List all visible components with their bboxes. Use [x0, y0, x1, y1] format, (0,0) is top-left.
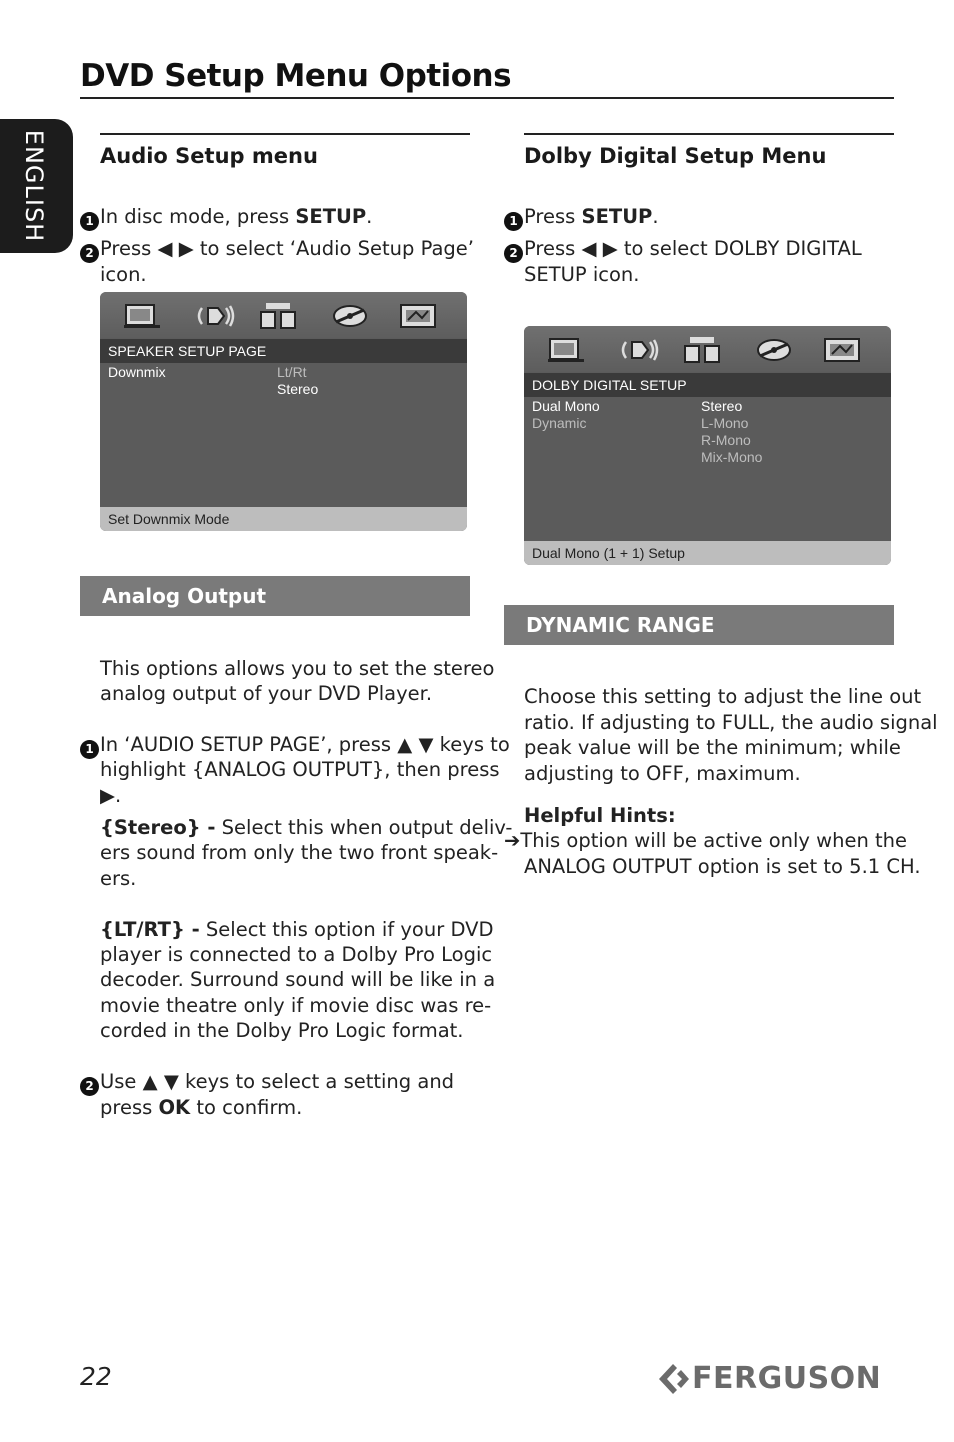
- language-tab: [0, 119, 73, 253]
- step-number-1: 1: [80, 740, 99, 759]
- analog-intro-1: This options allows you to set the stereo: [100, 657, 495, 680]
- osd-option-stereo[interactable]: Stereo: [701, 398, 743, 414]
- analog-step-1-line-2: highlight {ANALOG OUTPUT}, then press: [100, 758, 500, 781]
- stereo-desc-line-3: ers.: [100, 867, 137, 890]
- osd-item-dual-mono[interactable]: Dual Mono: [532, 398, 600, 414]
- dynamic-body-4: adjusting to OFF, maximum.: [524, 762, 801, 785]
- video-setup-icon: [754, 336, 794, 364]
- dolby-setup-heading: Dolby Digital Setup Menu: [524, 144, 827, 168]
- audio-setup-heading: Audio Setup menu: [100, 144, 318, 168]
- language-tab-label: ENGLISH: [20, 129, 48, 243]
- dolby-step-1: 1 Press SETUP.: [504, 204, 659, 231]
- osd-page-bar: DOLBY DIGITAL SETUP: [524, 373, 891, 397]
- audio-setup-icon: [620, 336, 660, 364]
- dolby-step-2: 2 Press ◀ ▶ to select DOLBY DIGITAL: [504, 236, 862, 263]
- step-number-2: 2: [80, 244, 99, 263]
- brand-logo: FERGUSON: [692, 1361, 882, 1396]
- video-setup-icon: [330, 302, 370, 330]
- hint-line-1: ➔This option will be active only when the: [504, 829, 908, 852]
- left-section-divider: [100, 133, 470, 135]
- audio-step-2: 2 Press ◀ ▶ to select ‘Audio Setup Page’: [80, 236, 474, 263]
- dolby-setup-screen: [524, 326, 891, 565]
- step-number-1: 1: [504, 212, 523, 231]
- dolby-digital-icon: [682, 336, 722, 364]
- osd-icon-row: [100, 292, 467, 338]
- ltrt-desc-line-2: player is connected to a Dolby Pro Logic: [100, 943, 493, 966]
- ltrt-desc-line-5: corded in the Dolby Pro Logic format.: [100, 1019, 464, 1042]
- ltrt-desc-line-4: movie theatre only if movie disc was re-: [100, 994, 492, 1017]
- dynamic-body-1: Choose this setting to adjust the line out: [524, 685, 922, 708]
- stereo-option-desc: {Stereo} - Select this when output deliv-: [100, 816, 513, 839]
- osd-option-ltrt[interactable]: Lt/Rt: [277, 364, 307, 380]
- preference-icon: [822, 336, 862, 364]
- general-setup-icon: [546, 336, 586, 364]
- dynamic-body-2: ratio. If adjusting to FULL, the audio signal: [524, 711, 938, 734]
- step-number-2: 2: [504, 244, 523, 263]
- helpful-hints-title: Helpful Hints:: [524, 804, 676, 827]
- step-number-2: 2: [80, 1077, 99, 1096]
- osd-option-r-mono[interactable]: R-Mono: [701, 432, 751, 448]
- stereo-desc-line-2: ers sound from only the two front speak-: [100, 841, 499, 864]
- audio-step-1: 1 In disc mode, press SETUP.: [80, 204, 372, 231]
- page-number: 22: [80, 1362, 112, 1391]
- right-section-divider: [524, 133, 894, 135]
- preference-icon: [398, 302, 438, 330]
- analog-step-1-line-3: ▶.: [100, 784, 122, 807]
- analog-intro-2: analog output of your DVD Player.: [100, 682, 433, 705]
- step-number-1: 1: [80, 212, 99, 231]
- audio-step-2-cont: icon.: [100, 263, 147, 286]
- hint-line-2: ANALOG OUTPUT option is set to 5.1 CH.: [524, 855, 921, 878]
- page-title: DVD Setup Menu Options: [80, 58, 512, 94]
- dolby-step-2-cont: SETUP icon.: [524, 263, 640, 286]
- title-divider: [80, 97, 894, 99]
- speaker-setup-screen: [100, 292, 467, 531]
- analog-step-2-line-2: press OK to confirm.: [100, 1096, 303, 1119]
- dolby-digital-icon: [258, 302, 298, 330]
- analog-step-1: 1 In ‘AUDIO SETUP PAGE’, press ▲ ▼ keys to: [80, 732, 510, 759]
- osd-item-dynamic[interactable]: Dynamic: [532, 415, 587, 431]
- ltrt-desc-line-3: decoder. Surround sound will be like in a: [100, 968, 496, 991]
- osd-option-mix-mono[interactable]: Mix-Mono: [701, 449, 763, 465]
- analog-step-2: 2 Use ▲ ▼ keys to select a setting and: [80, 1069, 454, 1096]
- osd-item-downmix[interactable]: Downmix: [108, 364, 166, 380]
- analog-output-band: Analog Output: [80, 576, 470, 616]
- audio-setup-icon: [196, 302, 236, 330]
- dynamic-range-band: DYNAMIC RANGE: [504, 605, 894, 645]
- osd-icon-row: [524, 326, 891, 372]
- osd-option-stereo[interactable]: Stereo: [277, 381, 319, 397]
- ferguson-logo-icon: [655, 1361, 691, 1397]
- dynamic-body-3: peak value will be the minimum; while: [524, 736, 901, 759]
- osd-option-l-mono[interactable]: L-Mono: [701, 415, 749, 431]
- osd-page-bar: SPEAKER SETUP PAGE: [100, 339, 467, 363]
- arrow-right-icon: ➔: [504, 829, 521, 852]
- osd-footer: Set Downmix Mode: [100, 507, 467, 531]
- general-setup-icon: [122, 302, 162, 330]
- osd-footer: Dual Mono (1 + 1) Setup: [524, 541, 891, 565]
- ltrt-option-desc: {LT/RT} - Select this option if your DVD: [100, 918, 494, 941]
